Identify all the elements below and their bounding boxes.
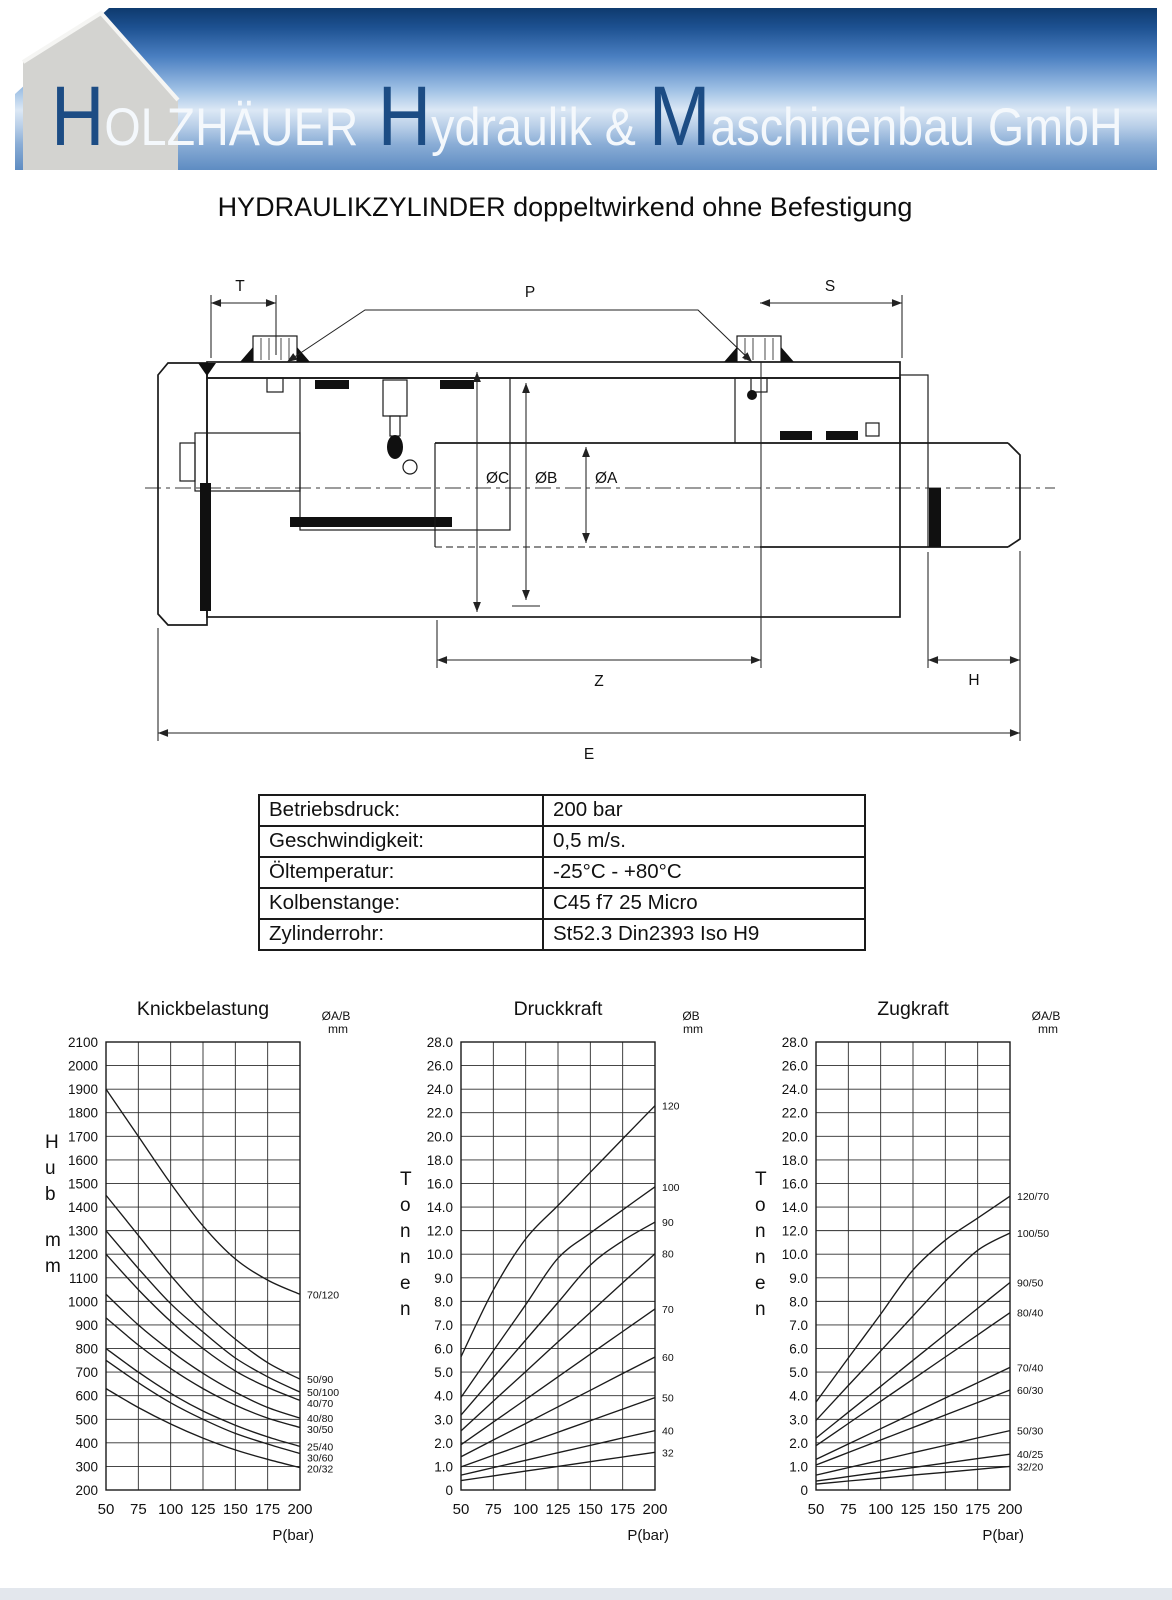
svg-text:H: H bbox=[45, 1132, 59, 1153]
spec-value: 200 bar bbox=[543, 795, 865, 826]
svg-text:75: 75 bbox=[129, 1501, 147, 1518]
dim-label-s: S bbox=[824, 278, 836, 295]
svg-text:50/90: 50/90 bbox=[307, 1374, 334, 1387]
logo-initial-h1: H bbox=[51, 69, 105, 163]
svg-text:90/50: 90/50 bbox=[1017, 1277, 1044, 1290]
svg-text:120/70: 120/70 bbox=[1017, 1191, 1050, 1204]
spec-value: 0,5 m/s. bbox=[543, 826, 865, 857]
svg-text:Druckkraft: Druckkraft bbox=[513, 998, 603, 1020]
svg-text:5.0: 5.0 bbox=[434, 1365, 453, 1381]
table-row bbox=[259, 888, 865, 919]
spec-value: St52.3 Din2393 Iso H9 bbox=[543, 919, 865, 950]
svg-text:u: u bbox=[45, 1158, 56, 1179]
svg-text:6.0: 6.0 bbox=[789, 1341, 808, 1357]
svg-text:900: 900 bbox=[75, 1317, 98, 1333]
svg-text:150: 150 bbox=[932, 1501, 958, 1518]
svg-text:16.0: 16.0 bbox=[426, 1176, 453, 1192]
svg-text:9.0: 9.0 bbox=[789, 1270, 808, 1286]
svg-text:20.0: 20.0 bbox=[781, 1129, 808, 1145]
dim-label-dc: ØC bbox=[486, 470, 510, 487]
dimension-lines bbox=[158, 278, 1020, 763]
table-row bbox=[259, 826, 865, 857]
table-row bbox=[259, 919, 865, 950]
svg-text:125: 125 bbox=[900, 1501, 926, 1518]
spec-label: Öltemperatur: bbox=[259, 857, 543, 888]
svg-text:0: 0 bbox=[800, 1483, 808, 1498]
svg-text:125: 125 bbox=[545, 1501, 571, 1518]
dim-label-p: P bbox=[524, 284, 536, 301]
svg-text:120: 120 bbox=[662, 1100, 680, 1113]
svg-text:7.0: 7.0 bbox=[789, 1317, 808, 1333]
svg-text:50/100: 50/100 bbox=[307, 1387, 340, 1400]
svg-text:60: 60 bbox=[662, 1352, 674, 1365]
svg-text:80: 80 bbox=[662, 1248, 674, 1261]
spec-value: C45 f7 25 Micro bbox=[543, 888, 865, 919]
svg-text:100: 100 bbox=[513, 1501, 539, 1518]
svg-text:1900: 1900 bbox=[67, 1082, 98, 1098]
svg-text:o: o bbox=[755, 1195, 766, 1216]
svg-text:100: 100 bbox=[158, 1501, 184, 1518]
dim-label-z: Z bbox=[594, 673, 604, 690]
svg-text:80/40: 80/40 bbox=[1017, 1307, 1044, 1320]
svg-text:10.0: 10.0 bbox=[781, 1247, 808, 1263]
svg-text:60/30: 60/30 bbox=[1017, 1385, 1044, 1398]
svg-text:n: n bbox=[400, 1299, 411, 1320]
dim-label-db: ØB bbox=[535, 470, 558, 487]
svg-text:P(bar): P(bar) bbox=[627, 1527, 669, 1544]
piston-rod bbox=[435, 443, 1020, 547]
svg-text:18.0: 18.0 bbox=[781, 1152, 808, 1168]
dim-label-h: H bbox=[968, 672, 980, 689]
svg-text:28.0: 28.0 bbox=[781, 1035, 808, 1050]
svg-text:600: 600 bbox=[75, 1388, 98, 1404]
svg-text:m: m bbox=[45, 1256, 61, 1277]
svg-text:1000: 1000 bbox=[67, 1294, 98, 1310]
svg-text:300: 300 bbox=[75, 1459, 98, 1475]
svg-text:7.0: 7.0 bbox=[434, 1317, 453, 1333]
dim-label-e: E bbox=[583, 746, 595, 763]
svg-text:22.0: 22.0 bbox=[781, 1105, 808, 1121]
piston-assembly bbox=[180, 378, 510, 611]
svg-text:ØB: ØB bbox=[682, 1009, 700, 1023]
svg-text:150: 150 bbox=[222, 1501, 248, 1518]
svg-text:500: 500 bbox=[75, 1412, 98, 1428]
spec-table bbox=[258, 794, 866, 951]
rod-gland bbox=[735, 375, 928, 443]
svg-text:2000: 2000 bbox=[67, 1058, 98, 1074]
svg-text:125: 125 bbox=[190, 1501, 216, 1518]
logo-initial-m: M bbox=[648, 69, 711, 163]
svg-text:T: T bbox=[400, 1169, 412, 1190]
company-banner bbox=[15, 8, 1157, 170]
svg-text:6.0: 6.0 bbox=[434, 1341, 453, 1357]
weld-marker bbox=[198, 363, 216, 376]
svg-text:2100: 2100 bbox=[67, 1035, 98, 1050]
svg-text:24.0: 24.0 bbox=[426, 1082, 453, 1098]
spec-label: Kolbenstange: bbox=[259, 888, 543, 919]
svg-text:o: o bbox=[400, 1195, 411, 1216]
svg-text:Knickbelastung: Knickbelastung bbox=[136, 998, 270, 1020]
spec-label: Betriebsdruck: bbox=[259, 795, 543, 826]
page-footer-strip bbox=[0, 1588, 1172, 1600]
svg-text:32/20: 32/20 bbox=[1017, 1461, 1044, 1474]
svg-text:1700: 1700 bbox=[67, 1129, 98, 1145]
svg-text:e: e bbox=[400, 1273, 411, 1294]
svg-text:50: 50 bbox=[662, 1392, 674, 1405]
svg-text:70/40: 70/40 bbox=[1017, 1362, 1044, 1375]
svg-text:70/120: 70/120 bbox=[307, 1289, 340, 1302]
svg-text:150: 150 bbox=[577, 1501, 603, 1518]
svg-text:e: e bbox=[755, 1273, 766, 1294]
gland-flange-plate bbox=[207, 362, 900, 378]
svg-text:8.0: 8.0 bbox=[434, 1294, 453, 1310]
dim-label-t: T bbox=[235, 278, 245, 295]
chart-knickbelastung bbox=[28, 990, 360, 1556]
svg-text:200: 200 bbox=[75, 1483, 98, 1498]
table-row bbox=[259, 857, 865, 888]
svg-text:400: 400 bbox=[75, 1435, 98, 1451]
svg-text:50: 50 bbox=[97, 1501, 115, 1518]
svg-text:200: 200 bbox=[642, 1501, 668, 1518]
cylinder-tube bbox=[207, 378, 900, 617]
dim-label-da: ØA bbox=[595, 470, 618, 487]
svg-text:P(bar): P(bar) bbox=[982, 1527, 1024, 1544]
chart-druckkraft bbox=[383, 990, 715, 1556]
svg-text:100: 100 bbox=[868, 1501, 894, 1518]
svg-text:26.0: 26.0 bbox=[426, 1058, 453, 1074]
logo-word-hydraulik: ydraulik & bbox=[431, 98, 649, 157]
svg-text:m: m bbox=[45, 1230, 61, 1251]
svg-text:40: 40 bbox=[662, 1425, 674, 1438]
svg-text:1100: 1100 bbox=[68, 1270, 98, 1286]
svg-text:b: b bbox=[45, 1184, 56, 1205]
logo-word-holzhaeuer: OLZHÄUER bbox=[104, 98, 359, 157]
svg-text:1.0: 1.0 bbox=[789, 1459, 808, 1475]
svg-text:50: 50 bbox=[452, 1501, 470, 1518]
svg-text:2.0: 2.0 bbox=[789, 1435, 808, 1451]
svg-text:1500: 1500 bbox=[67, 1176, 98, 1192]
svg-text:0: 0 bbox=[445, 1483, 453, 1498]
logo-word-maschinenbau: aschinenbau GmbH bbox=[710, 98, 1123, 157]
svg-text:40/80: 40/80 bbox=[307, 1413, 334, 1426]
svg-text:25/40: 25/40 bbox=[307, 1441, 334, 1454]
svg-text:n: n bbox=[755, 1299, 766, 1320]
chart-zugkraft bbox=[738, 990, 1070, 1556]
svg-text:100: 100 bbox=[662, 1181, 680, 1194]
company-logo-text bbox=[51, 69, 1123, 163]
svg-text:3.0: 3.0 bbox=[789, 1412, 808, 1428]
svg-text:16.0: 16.0 bbox=[781, 1176, 808, 1192]
svg-text:200: 200 bbox=[997, 1501, 1023, 1518]
svg-text:P(bar): P(bar) bbox=[272, 1527, 314, 1544]
svg-text:175: 175 bbox=[965, 1501, 991, 1518]
svg-text:175: 175 bbox=[610, 1501, 636, 1518]
svg-text:70: 70 bbox=[662, 1303, 674, 1316]
svg-text:20.0: 20.0 bbox=[426, 1129, 453, 1145]
svg-text:90: 90 bbox=[662, 1217, 674, 1230]
svg-text:mm: mm bbox=[328, 1022, 348, 1036]
svg-text:75: 75 bbox=[484, 1501, 502, 1518]
svg-text:ØA/B: ØA/B bbox=[321, 1009, 351, 1023]
svg-text:700: 700 bbox=[75, 1365, 98, 1381]
spec-label: Geschwindigkeit: bbox=[259, 826, 543, 857]
svg-text:32: 32 bbox=[662, 1447, 674, 1460]
svg-text:24.0: 24.0 bbox=[781, 1082, 808, 1098]
svg-text:1300: 1300 bbox=[67, 1223, 98, 1239]
svg-text:n: n bbox=[755, 1221, 766, 1242]
svg-text:40/70: 40/70 bbox=[307, 1398, 334, 1411]
svg-text:18.0: 18.0 bbox=[426, 1152, 453, 1168]
svg-text:26.0: 26.0 bbox=[781, 1058, 808, 1074]
spec-value: -25°C - +80°C bbox=[543, 857, 865, 888]
page-title: HYDRAULIKZYLINDER doppeltwirkend ohne Befestigung bbox=[217, 192, 913, 222]
svg-text:200: 200 bbox=[287, 1501, 313, 1518]
svg-text:800: 800 bbox=[75, 1341, 98, 1357]
spec-label: Zylinderrohr: bbox=[259, 919, 543, 950]
svg-text:28.0: 28.0 bbox=[426, 1035, 453, 1050]
svg-text:n: n bbox=[755, 1247, 766, 1268]
svg-text:1400: 1400 bbox=[67, 1200, 98, 1216]
svg-text:Zugkraft: Zugkraft bbox=[877, 998, 949, 1020]
svg-text:5.0: 5.0 bbox=[789, 1365, 808, 1381]
svg-text:n: n bbox=[400, 1221, 411, 1242]
svg-text:22.0: 22.0 bbox=[426, 1105, 453, 1121]
svg-text:14.0: 14.0 bbox=[781, 1200, 808, 1216]
svg-text:12.0: 12.0 bbox=[781, 1223, 808, 1239]
svg-text:75: 75 bbox=[839, 1501, 857, 1518]
svg-text:50: 50 bbox=[807, 1501, 825, 1518]
svg-text:100/50: 100/50 bbox=[1017, 1227, 1050, 1240]
svg-text:1200: 1200 bbox=[67, 1247, 98, 1263]
svg-text:14.0: 14.0 bbox=[426, 1200, 453, 1216]
logo-initial-h2: H bbox=[377, 69, 432, 163]
svg-text:1800: 1800 bbox=[67, 1105, 98, 1121]
svg-text:50/30: 50/30 bbox=[1017, 1425, 1044, 1438]
svg-text:40/25: 40/25 bbox=[1017, 1449, 1044, 1462]
svg-text:3.0: 3.0 bbox=[434, 1412, 453, 1428]
svg-text:ØA/B: ØA/B bbox=[1031, 1009, 1061, 1023]
svg-text:mm: mm bbox=[1038, 1022, 1058, 1036]
cylinder-cross-section-drawing bbox=[140, 255, 1060, 775]
svg-text:9.0: 9.0 bbox=[434, 1270, 453, 1286]
svg-text:4.0: 4.0 bbox=[789, 1388, 808, 1404]
svg-text:1600: 1600 bbox=[67, 1152, 98, 1168]
svg-text:2.0: 2.0 bbox=[434, 1435, 453, 1451]
svg-text:4.0: 4.0 bbox=[434, 1388, 453, 1404]
svg-text:30/50: 30/50 bbox=[307, 1424, 334, 1437]
svg-text:10.0: 10.0 bbox=[426, 1247, 453, 1263]
left-end-cap bbox=[158, 363, 207, 625]
svg-text:12.0: 12.0 bbox=[426, 1223, 453, 1239]
svg-text:175: 175 bbox=[255, 1501, 281, 1518]
svg-text:1.0: 1.0 bbox=[434, 1459, 453, 1475]
table-row bbox=[259, 795, 865, 826]
svg-text:20/32: 20/32 bbox=[307, 1463, 334, 1476]
svg-text:n: n bbox=[400, 1247, 411, 1268]
svg-text:30/60: 30/60 bbox=[307, 1452, 334, 1465]
svg-text:mm: mm bbox=[683, 1022, 703, 1036]
svg-text:8.0: 8.0 bbox=[789, 1294, 808, 1310]
svg-text:T: T bbox=[755, 1169, 767, 1190]
